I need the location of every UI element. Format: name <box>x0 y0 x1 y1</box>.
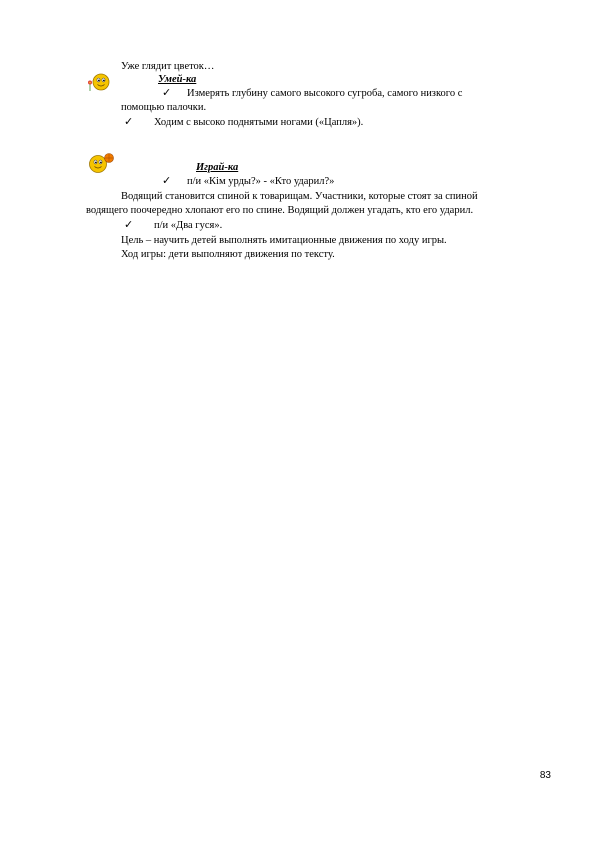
game2-title: п/и «Два гуся». <box>154 220 223 231</box>
section1-item1-line2: помощью палочки. <box>121 102 207 113</box>
checkmark-icon: ✓ <box>124 115 134 128</box>
game1-desc-line1: Водящий становится спиной к товарищам. Участники, которые стоят за спиной <box>121 191 478 202</box>
section1-heading: Умей-ка <box>158 74 197 85</box>
smiley-with-ball-icon <box>86 152 116 174</box>
game1-desc-line2: водящего поочередно хлопают его по спине. Водящий должен угадать, кто его ударил. <box>86 205 474 216</box>
intro-text: Уже глядит цветок… <box>121 61 215 72</box>
smiley-with-flower-icon <box>86 72 112 92</box>
section1-item1-line1: Измерять глубину самого высокого сугроба, самого низкого с <box>187 88 463 99</box>
checkmark-icon: ✓ <box>162 86 172 99</box>
checkmark-icon: ✓ <box>124 218 134 231</box>
game2-process: Ход игры: дети выполняют движения по тексту. <box>121 249 335 260</box>
section2-heading: Играй-ка <box>196 162 239 173</box>
section1-item2: Ходим с высоко поднятыми ногами («Цапля»). <box>154 117 364 128</box>
game1-title: п/и «Кім урды?» - «Кто ударил?» <box>187 176 335 187</box>
game2-goal: Цель – научить детей выполнять имитационные движения по ходу игры. <box>121 235 447 246</box>
page-number: 83 <box>539 770 551 781</box>
checkmark-icon: ✓ <box>162 174 172 187</box>
